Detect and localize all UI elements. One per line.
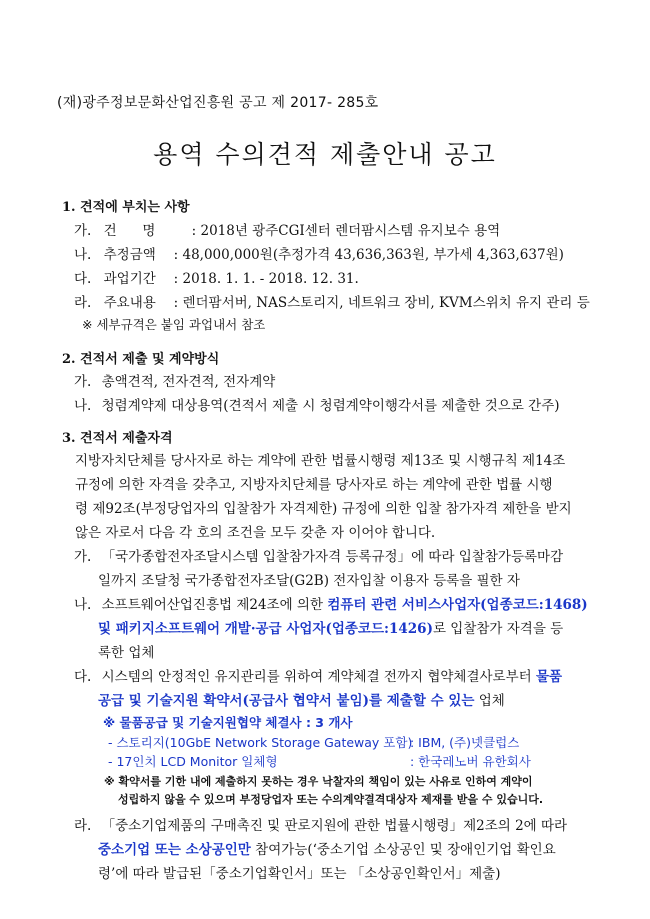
section3-item-ra-cont: 령’에 따라 발급된「중소기업확인서」또는 「소상공인확인서」제출) (98, 866, 501, 882)
section3-intro-line: 지방자치단체를 당사자로 하는 계약에 관한 법률시행령 제13조 및 시행규칙 제14조 (75, 453, 566, 469)
item-marker: 나. (74, 398, 92, 414)
section3-item-na (74, 593, 588, 613)
item-text: 「중소기업제품의 구매촉진 및 판로지원에 관한 법률시행령」제2조의 2에 따라 (101, 818, 568, 834)
section3-item-ra-cont (98, 838, 556, 858)
section1-heading: 1. 견적에 부치는 사항 (62, 200, 190, 215)
section2-heading: 2. 견적서 제출 및 계약방식 (62, 352, 220, 367)
item-label: 과업기간 (103, 271, 156, 287)
section1-item-estimate (74, 243, 564, 263)
item-value: : 2018년 광주CGI센터 렌더팜시스템 유지보수 용역 (191, 223, 501, 239)
partner-company: : 한국레노버 유한회사 (410, 754, 531, 769)
item-text: 업체 (474, 693, 505, 709)
section3-item-ga (74, 545, 563, 565)
item-label: 주요내용 (103, 295, 156, 311)
item-label: 추정금액 (103, 247, 156, 263)
section2-item-na (74, 394, 560, 414)
partner-company: : IBM, (주)넷클럽스 (410, 735, 520, 750)
highlight-text: 및 패키지소프트웨어 개발·공급 사업자(업종코드:1426) (98, 621, 433, 637)
highlight-text: 공급 및 기술지원 확약서(공급사 협약서 붙임)를 제출할 수 있는 (98, 693, 475, 709)
warning-line: ※ 확약서를 기한 내에 제출하지 못하는 경우 낙찰자의 책임이 있는 사유로 인하여 계약이 (104, 775, 533, 788)
partner-item: - 17인치 LCD Monitor 일체형 (108, 754, 278, 769)
highlight-text: 중소기업 또는 소상공인만 (98, 842, 251, 858)
item-text: 로 입찰참가 자격을 등 (432, 621, 564, 637)
item-text: 소프트웨어산업진흥법 제24조에 의한 (101, 597, 328, 613)
item-text: 시스템의 안정적인 유지관리를 위하여 계약체결 전까지 협약체결사로부터 (101, 669, 536, 685)
item-label: 건 명 (103, 223, 156, 239)
section1-item-content (74, 291, 590, 311)
section1-item-name (74, 219, 500, 239)
partner-row (108, 752, 531, 770)
section1-item-period (74, 267, 359, 287)
partner-row (108, 733, 519, 751)
section3-item-da (74, 665, 562, 685)
section3-item-na-cont: 록한 업체 (98, 645, 155, 661)
item-text: 총액견적, 전자견적, 전자계약 (101, 374, 276, 390)
item-text: 참여가능(‘중소기업 소상공인 및 장애인기업 확인요 (250, 842, 556, 858)
partner-item: - 스토리지(10GbE Network Storage Gateway 포함) (108, 735, 413, 750)
item-marker: 라. (74, 295, 92, 311)
section3-intro-line: 령 제92조(부정당업자의 입찰참가 자격제한) 규정에 의한 입찰 참가자격 제한을 받지 (75, 501, 572, 517)
item-marker: 나. (74, 247, 92, 263)
item-marker: 가. (74, 374, 92, 390)
item-marker: 가. (74, 223, 92, 239)
section3-item-ga-cont: 일까지 조달청 국가종합전자조달(G2B) 전자입찰 이용자 등록을 필한 자 (98, 573, 520, 589)
page-title: 용역 수의견적 제출안내 공고 (153, 140, 497, 169)
section2-item-ga (74, 370, 275, 390)
partners-heading-text: ※ 물품공급 및 기술지원협약 체결사 : 3 개사 (103, 715, 353, 730)
section1-note: ※ 세부규격은 붙임 과업내서 참조 (82, 317, 266, 332)
item-marker: 다. (74, 271, 92, 287)
partners-heading (103, 713, 353, 731)
highlight-text: 물품 (535, 669, 563, 685)
item-marker: 다. (74, 669, 92, 685)
warning-line: 성립하지 않을 수 있으며 부정당업자 또는 수의계약결격대상자 제재를 받을 수 있습니다. (118, 793, 544, 806)
item-marker: 가. (74, 549, 92, 565)
item-value: : 48,000,000원(추정가격 43,636,363원, 부가세 4,363,637원) (173, 247, 564, 263)
section3-intro-line: 않은 자로서 다음 각 호의 조건을 모두 갖춘 자 이어야 합니다. (75, 525, 436, 541)
item-text: 「국가종합전자조달시스템 입찰참가자격 등록규정」에 따라 입찰참가등록마감 (101, 549, 564, 565)
item-text: 청렴계약제 대상용역(견적서 제출 시 청렴계약이행각서를 제출한 것으로 간주) (101, 398, 560, 414)
section3-item-da-cont (98, 689, 505, 709)
highlight-text: 컴퓨터 관련 서비스사업자(업종코드:1468) (327, 597, 588, 613)
item-value: : 2018. 1. 1. - 2018. 12. 31. (173, 271, 359, 287)
item-marker: 라. (74, 818, 92, 834)
agency-notice-number: (재)광주정보문화산업진흥원 공고 제 2017- 285호 (57, 95, 379, 111)
section3-intro-line: 규정에 의한 자격을 갖추고, 지방자치단체를 당사자로 하는 계약에 관한 법률 시행 (75, 477, 553, 493)
section3-heading: 3. 견적서 제출자격 (62, 431, 173, 446)
item-value: : 렌더팜서버, NAS스토리지, 네트워크 장비, KVM스위치 유지 관리 등 (173, 295, 590, 311)
section3-item-na-cont (98, 617, 563, 637)
section3-item-ra (74, 814, 567, 834)
item-marker: 나. (74, 597, 92, 613)
